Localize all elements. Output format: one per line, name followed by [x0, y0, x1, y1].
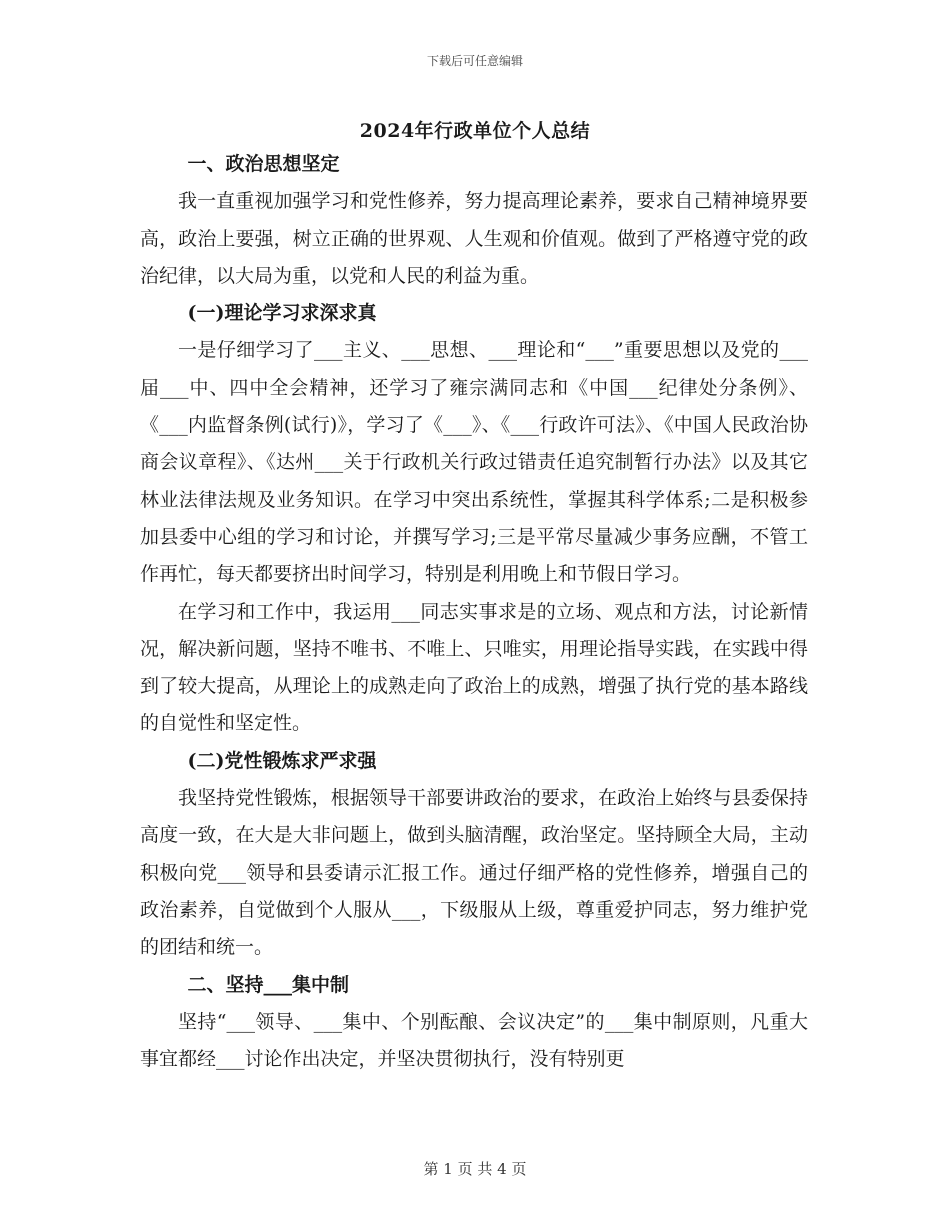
section-heading-1: 一、政治思想坚定 [187, 153, 340, 175]
paragraph-3: 在学习和工作中，我运用___同志实事求是的立场、观点和方法，讨论新情况，解决新问题，坚持不唯书、不唯上、只唯实，用理论指导实践，在实践中得到了较大提高，从理论上的成熟走向了政治上的成熟，增强了执行党的基本路线的自觉性和坚定性。 [140, 600, 808, 735]
document-title: 2024年行政单位个人总结 [359, 120, 591, 142]
section-heading-2: 二、坚持___集中制 [187, 973, 350, 996]
paragraph-1: 我一直重视加强学习和党性修养，努力提高理论素养，要求自己精神境界要高，政治上要强，树立正确的世界观、人生观和价值观。做到了严格遵守党的政治纪律，以大局为重，以党和人民的利益为重。 [140, 190, 808, 287]
paragraph-5: 坚持“___领导、___集中、个别酝酿、会议决定”的___集中制原则，凡重大事宜都经___讨论作出决定，并坚决贯彻执行，没有特别更 [140, 1010, 808, 1071]
subsection-heading-1: (一)理论学习求深求真 [187, 302, 377, 325]
paragraph-4: 我坚持党性锻炼，根据领导干部要讲政治的要求，在政治上始终与县委保持高度一致，在大是大非问题上，做到头脑清醒，政治坚定。坚持顾全大局，主动积极向党___领导和县委请示汇报工作。通过仔细严格的党性修养，增强自己的政治素养，自觉做到个人服从___，下级服从上级，尊重爱护同志，努力维护党的团结和统一。 [140, 787, 808, 959]
header-note: 下载后可任意编辑 [426, 54, 523, 68]
paragraph-2: 一是仔细学习了___主义、___思想、___理论和“___”重要思想以及党的___届___中、四中全会精神，还学习了雍宗满同志和《中国___纪律处分条例》、《___内监督条例(试行)》，学习了《___》、《___行政许可法》、《中国人民政治协商会议章程》、《达州___关于行政机关行政过错责任追究制暂行办法》以及其它林业法律法规及业务知识。在学习中突出系统性，掌握其科学体系;二是积极参加县委中心组的学习和讨论，并撰写学习;三是平常尽量减少事务应酬，不管工作再忙，每天都要挤出时间学习，特别是利用晚上和节假日学习。 [140, 339, 808, 586]
page-footer: 第 1 页 共 4 页 [423, 1160, 527, 1178]
document-body [140, 146, 808, 1078]
subsection-heading-2: (二)党性锻炼求严求强 [187, 749, 377, 772]
